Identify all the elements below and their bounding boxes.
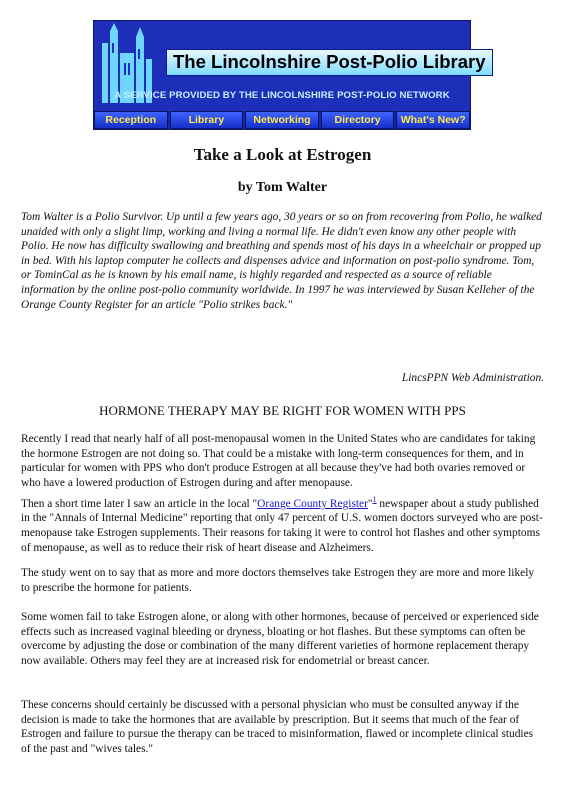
paragraph-2-end: newspaper about a study published in the "Annals of Internal Medicine" reporting that only 47 percent of U.S. women doctors surveyed who are post-menopause take Estrogen supplements. Their reasons for taking it were to control hot flashes and other symptoms of menopause, as well as to reduce their risk of heart disease and Alzheimers. bbox=[21, 497, 543, 554]
site-subtitle: A SERVICE PROVIDED BY THE LINCOLNSHIRE POST-POLIO NETWORK bbox=[114, 90, 450, 101]
footnote-1-link[interactable]: 1 bbox=[372, 495, 377, 504]
paragraph-2 bbox=[21, 493, 544, 555]
section-heading: HORMONE THERAPY MAY BE RIGHT FOR WOMEN WITH PPS bbox=[99, 403, 466, 418]
nav-directory[interactable]: Directory bbox=[321, 111, 395, 129]
nav-reception[interactable]: Reception bbox=[94, 111, 168, 129]
paragraph-3: The study went on to say that as more and more doctors themselves take Estrogen they are more and more likely to prescribe the hormone for patients. bbox=[21, 567, 535, 594]
nav-networking[interactable]: Networking bbox=[245, 111, 319, 129]
paragraph-5: These concerns should certainly be discussed with a personal physician who must be consulted anyway if the decision is made to take the hormones that are available by prescription. But it seems that much of the fear of Estrogen and failure to pursue the therapy can be traced to misinformation, flawed or incomplete clinical studies of the past and "wives tales." bbox=[21, 699, 534, 755]
nav-library[interactable]: Library bbox=[170, 111, 244, 129]
author-intro: Tom Walter is a Polio Survivor. Up until a few years ago, 30 years or so on from recovering from Polio, he walked unaided with only a slight limp, working and living a normal life. He didn't even know any other people with Polio. He now has difficulty swallowing and breathing and spends most of his days in a wheelchair or propped up in bed. With his laptop computer he collects and dispenses advice and information on post-polio syndrome. Tom, or TominCal as he is known by his email name, is highly regarded and respected as a source of reliable information by the online post-polio community worldwide. In 1997 he was interviewed by Susan Kelleher of the Orange County Register for an article "Polio strikes back." bbox=[21, 211, 542, 311]
paragraph-2-quote: " bbox=[367, 497, 373, 510]
intro-signature: LincsPPN Web Administration. bbox=[401, 372, 544, 384]
orange-county-register-link[interactable]: Orange County Register bbox=[257, 497, 368, 510]
paragraph-1: Recently I read that nearly half of all post-menopausal women in the United States who are candidates for taking the hormone Estrogen are not doing so. That could be a mistake with long-term consequences for them, and in particular for women with PPS who don't produce Estrogen at all because they've had both ovaries removed or who have a lowered production of Estrogen during and after menopause. bbox=[21, 433, 536, 489]
main-nav bbox=[94, 111, 470, 129]
paragraph-4: Some women fail to take Estrogen alone, or along with other hormones, because of perceived or experienced side effects such as increased vaginal bleeding or dryness, bloating or hot flashes. But these symptoms can often be overcome by adjusting the dose or combination of the many different varieties of hormone replacement therapy now available. Others may feel they are at increased risk for endometrial or breast cancer. bbox=[21, 611, 539, 667]
article-title: Take a Look at Estrogen bbox=[193, 145, 372, 164]
site-banner bbox=[93, 20, 486, 130]
article-byline: by Tom Walter bbox=[237, 180, 328, 195]
nav-whats-new[interactable]: What's New? bbox=[396, 111, 470, 129]
site-title[interactable]: The Lincolnshire Post-Polio Library bbox=[166, 49, 493, 76]
paragraph-2-start: Then a short time later I saw an article in the local " bbox=[21, 497, 258, 510]
